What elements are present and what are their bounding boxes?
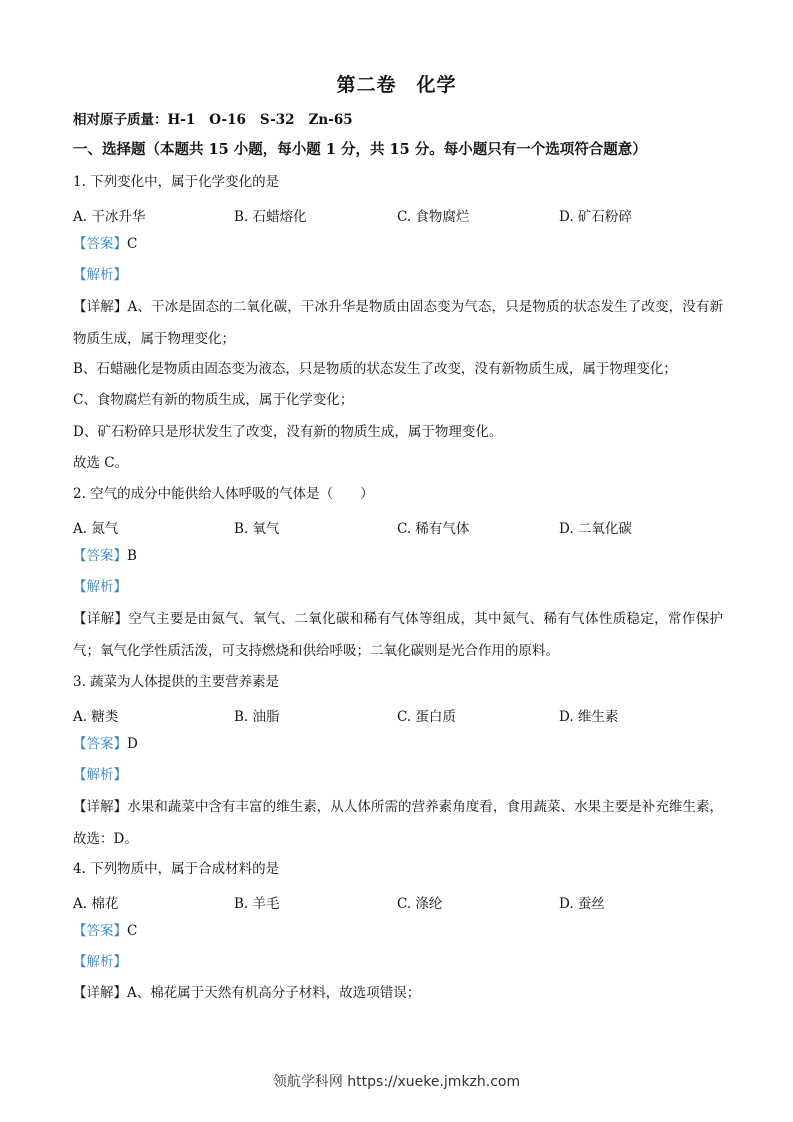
answer-value: C bbox=[127, 236, 138, 252]
question-3-option-b: B. 油脂 bbox=[234, 709, 280, 725]
page-title: 第二卷 化学 bbox=[336, 74, 457, 96]
atomic-mass-h: H-1 bbox=[167, 112, 196, 128]
atomic-mass-zn: Zn-65 bbox=[308, 112, 353, 128]
question-3-options bbox=[73, 705, 733, 725]
question-1-detail-a bbox=[73, 291, 723, 355]
atomic-mass-s: S-32 bbox=[259, 112, 295, 128]
page-footer: 领航学科网 https://xueke.jmkzh.com bbox=[272, 1074, 521, 1090]
answer-tag: 【答案】 bbox=[73, 548, 127, 564]
question-2-analysis-tag: 【解析】 bbox=[73, 579, 127, 595]
atomic-mass-label: 相对原子质量： bbox=[73, 112, 168, 128]
question-3-option-d: D. 维生素 bbox=[559, 709, 619, 725]
question-4-options bbox=[73, 892, 733, 912]
answer-value: C bbox=[127, 923, 138, 939]
question-4-stem: 4. 下列物质中，属于合成材料的是 bbox=[73, 861, 280, 877]
answer-tag: 【答案】 bbox=[73, 736, 127, 752]
question-1-stem: 1. 下列变化中，属于化学变化的是 bbox=[73, 174, 280, 190]
question-4-analysis-tag: 【解析】 bbox=[73, 954, 127, 970]
answer-tag: 【答案】 bbox=[73, 236, 127, 252]
question-3-detail bbox=[73, 791, 723, 855]
question-2-option-a: A. 氮气 bbox=[73, 521, 119, 537]
question-2-answer bbox=[73, 548, 137, 564]
question-4-detail-a bbox=[73, 985, 420, 1001]
detail-text: A、棉花属于天然有机高分子材料，故选项错误； bbox=[127, 985, 421, 1001]
question-3-stem: 3. 蔬菜为人体提供的主要营养素是 bbox=[73, 674, 280, 690]
question-1-option-b: B. 石蜡熔化 bbox=[234, 209, 307, 225]
detail-text: A、干冰是固态的二氧化碳，干冰升华是物质由固态变为气态，只是物质的状态发生了改变，没有新物质生成，属于物理变化； bbox=[73, 299, 724, 347]
question-4-option-c: C. 涤纶 bbox=[397, 896, 443, 912]
question-2-options bbox=[73, 517, 733, 537]
question-4-option-b: B. 羊毛 bbox=[234, 896, 280, 912]
detail-tag: 【详解】 bbox=[73, 611, 129, 627]
question-3-option-a: A. 糖类 bbox=[73, 709, 119, 725]
question-3-analysis-tag: 【解析】 bbox=[73, 767, 127, 783]
answer-value: B bbox=[127, 548, 137, 564]
question-4-option-a: A. 棉花 bbox=[73, 896, 119, 912]
question-3-answer bbox=[73, 736, 138, 752]
answer-value: D bbox=[127, 736, 138, 752]
atomic-mass-o: O-16 bbox=[209, 112, 246, 128]
answer-tag: 【答案】 bbox=[73, 923, 127, 939]
question-1-conclusion: 故选 C。 bbox=[73, 455, 129, 471]
question-1-option-a: A. 干冰升华 bbox=[73, 209, 146, 225]
question-1-answer bbox=[73, 236, 137, 252]
question-1-options bbox=[73, 205, 733, 225]
question-1-detail-b: B、石蜡融化是物质由固态变为液态，只是物质的状态发生了改变，没有新物质生成，属于物理变化； bbox=[73, 361, 677, 377]
question-1-detail-d: D、矿石粉碎只是形状发生了改变，没有新的物质生成，属于物理变化。 bbox=[73, 424, 503, 440]
question-4-answer bbox=[73, 923, 137, 939]
detail-text: 空气主要是由氮气、氧气、二氧化碳和稀有气体等组成，其中氮气、稀有气体性质稳定，常作保护气；氧气化学性质活泼，可支持燃烧和供给呼吸；二氧化碳则是光合作用的原料。 bbox=[73, 611, 724, 659]
detail-tag: 【详解】 bbox=[73, 985, 127, 1001]
question-2-stem: 2. 空气的成分中能供给人体呼吸的气体是（ ） bbox=[73, 486, 374, 502]
question-2-option-c: C. 稀有气体 bbox=[397, 521, 470, 537]
detail-tag: 【详解】 bbox=[73, 299, 128, 315]
question-2-option-b: B. 氧气 bbox=[234, 521, 280, 537]
question-3-option-c: C. 蛋白质 bbox=[397, 709, 456, 725]
question-1-option-c: C. 食物腐烂 bbox=[397, 209, 470, 225]
atomic-mass-line bbox=[73, 112, 353, 128]
question-2-detail bbox=[73, 603, 723, 667]
question-1-option-d: D. 矿石粉碎 bbox=[559, 209, 632, 225]
section-heading: 一、选择题（本题共 15 小题，每小题 1 分，共 15 分。每小题只有一个选项符合题意） bbox=[73, 141, 647, 158]
detail-tag: 【详解】 bbox=[73, 799, 128, 815]
question-4-option-d: D. 蚕丝 bbox=[559, 896, 605, 912]
detail-text: 水果和蔬菜中含有丰富的维生素，从人体所需的营养素角度看，食用蔬菜、水果主要是补充维生素，故选：D。 bbox=[73, 799, 724, 847]
question-2-option-d: D. 二氧化碳 bbox=[559, 521, 632, 537]
question-1-detail-c: C、食物腐烂有新的物质生成，属于化学变化； bbox=[73, 392, 354, 408]
question-1-analysis-tag: 【解析】 bbox=[73, 267, 127, 283]
